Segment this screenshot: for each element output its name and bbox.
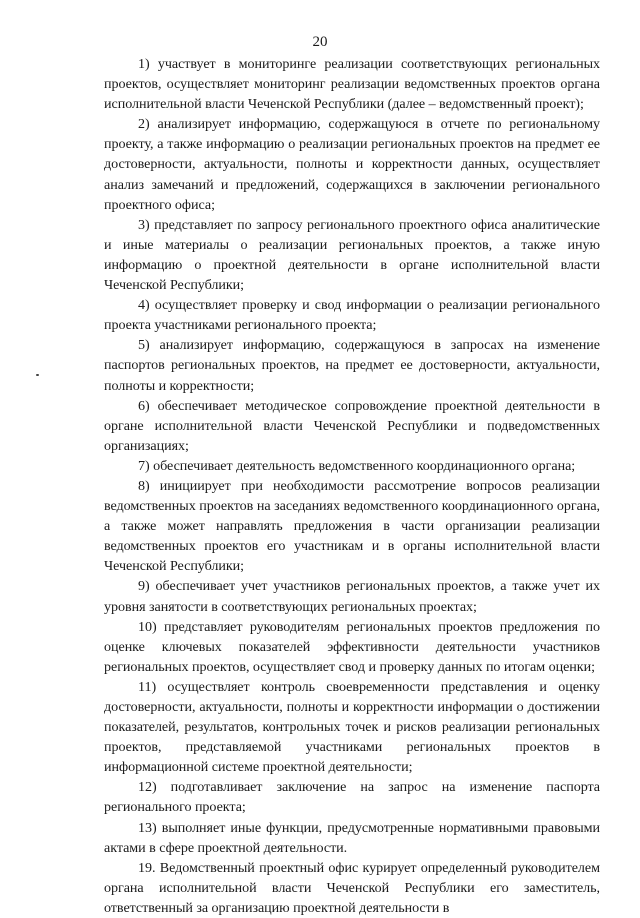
list-item: 7) обеспечивает деятельность ведомственного координационного органа; xyxy=(138,457,576,474)
list-item: 5) анализирует информацию, содержащуюся в запросах на изменение паспортов региональных проектов, на предмет ее достоверности, актуальности, полноты и корректности; xyxy=(104,337,600,394)
list-item: 10) представляет руководителям региональных проектов предложения по оценке ключевых показателей эффективности деятельности участников региональных проектов, осуществляет свод и проверку данных по итогам оценки; xyxy=(104,618,600,675)
list-item: 2) анализирует информацию, содержащуюся в отчете по региональному проекту, а также информацию о реализации региональных проектов на предмет ее достоверности, актуальности, полноты и корректности данных, осуществляет анализ замечаний и предложений, содержащихся в заключении регионального проектного офиса; xyxy=(104,116,600,213)
section-paragraph: 19. Ведомственный проектный офис курирует определенный руководителем органа исполнительной власти Чеченской Республики его заместитель, ответственный за организацию проектной деятельности в xyxy=(104,859,600,916)
document-body xyxy=(104,54,600,918)
list-item: 13) выполняет иные функции, предусмотренные нормативными правовыми актами в сфере проектной деятельности. xyxy=(104,819,600,856)
list-item: 9) обеспечивает учет участников региональных проектов, а также учет их уровня занятости в соответствующих региональных проектах; xyxy=(104,578,600,615)
margin-mark xyxy=(36,374,39,376)
list-item: 4) осуществляет проверку и свод информации о реализации регионального проекта участниками регионального проекта; xyxy=(104,297,600,334)
list-item: 12) подготавливает заключение на запрос на изменение паспорта регионального проекта; xyxy=(104,779,600,816)
list-item: 8) инициирует при необходимости рассмотрение вопросов реализации ведомственных проектов на заседаниях ведомственного координационного органа, а также может направлять предложения в части организации реализации ведомственных проектов его участникам и в органы исполнительной власти Чеченской Республики; xyxy=(104,477,600,575)
page-number: 20 xyxy=(312,34,328,50)
list-item: 3) представляет по запросу регионального проектного офиса аналитические и иные материалы о реализации региональных проектов, а также иную информацию о проектной деятельности в органе исполнительной власти Чеченской Республики; xyxy=(104,216,600,294)
list-item: 11) осуществляет контроль своевременности представления и оценку достоверности, актуальности, полноты и корректности информации о достижении показателей, результатов, контрольных точек и рисков реализации региональных проектов, представляемой участниками региональных проектов в информационной системе проектной деятельности; xyxy=(104,678,600,776)
list-item: 6) обеспечивает методическое сопровождение проектной деятельности в органе исполнительной власти Чеченской Республики и подведомственных организациях; xyxy=(104,397,600,454)
list-item: 1) участвует в мониторинге реализации соответствующих региональных проектов, осуществляет мониторинг реализации ведомственных проектов органа исполнительной власти Чеченской Республики (далее – ведомственный проект); xyxy=(104,56,600,113)
